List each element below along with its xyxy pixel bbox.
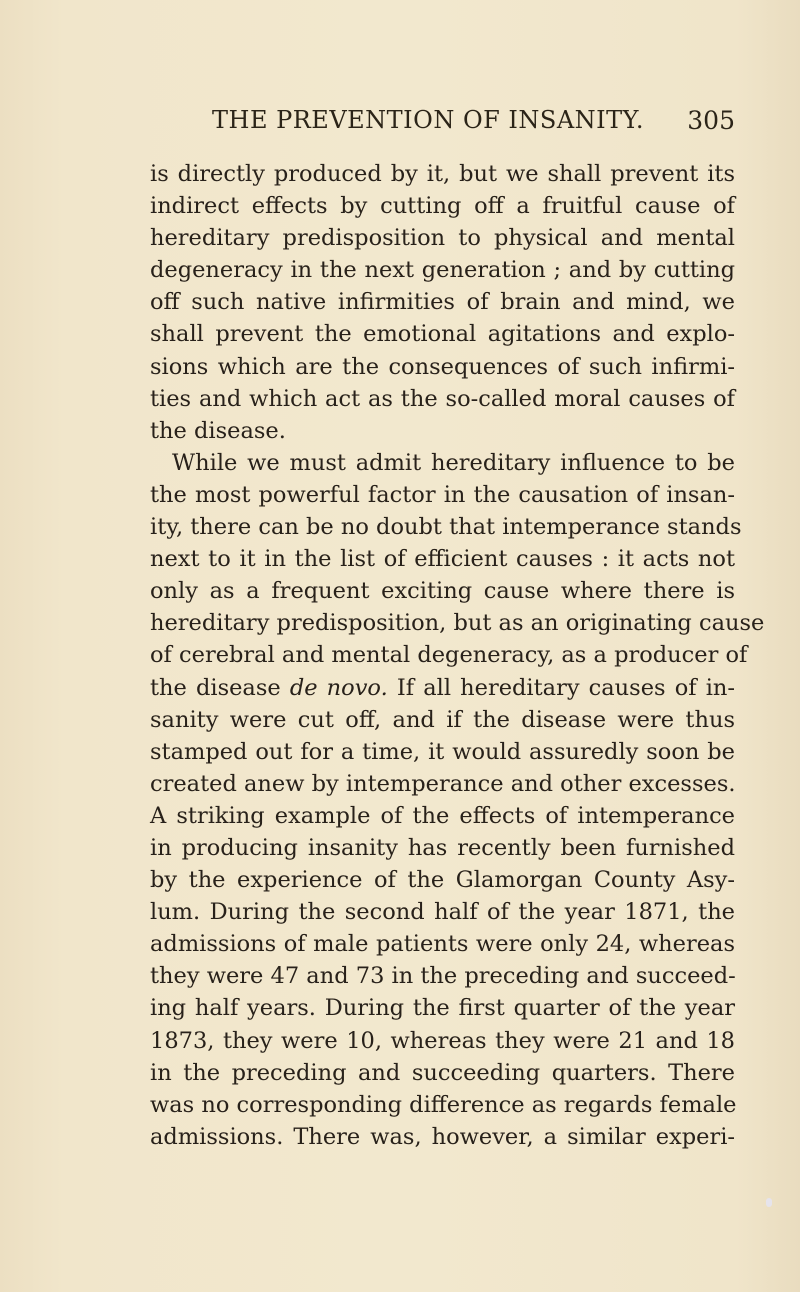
text-line: hereditary predisposition to physical and mental xyxy=(150,225,735,252)
text-line: degeneracy in the next generation ; and by cutting xyxy=(150,257,735,284)
body-text xyxy=(150,158,765,1153)
text-line: ing half years. During the first quarter of the year xyxy=(150,995,735,1022)
text-segment: If all hereditary causes of in- xyxy=(396,674,735,701)
page-header xyxy=(150,106,735,146)
text-line: While we must admit hereditary influence to be xyxy=(172,449,735,476)
text-line: created anew by intemperance and other excesses. xyxy=(150,770,736,797)
text-line: is directly produced by it, but we shall prevent its xyxy=(150,161,735,187)
text-line-mixed xyxy=(150,672,735,704)
text-line: admissions. There was, however, a similar experi- xyxy=(150,1123,735,1150)
paper-speck xyxy=(766,1198,772,1207)
running-title: THE PREVENTION OF INSANITY. xyxy=(212,106,645,134)
text-line: in the preceding and succeeding quarters. There xyxy=(150,1059,735,1086)
text-line: they were 47 and 73 in the preceding and succeed- xyxy=(150,963,736,990)
text-line: was no corresponding difference as regards female xyxy=(150,1091,737,1118)
text-line: stamped out for a time, it would assuredly soon be xyxy=(150,738,735,765)
text-line: shall prevent the emotional agitations and explo- xyxy=(150,321,735,348)
text-line: 1873, they were 10, whereas they were 21 and 18 xyxy=(150,1027,735,1054)
text-line: of cerebral and mental degeneracy, as a producer of xyxy=(150,642,748,669)
text-line: admissions of male patients were only 24, whereas xyxy=(150,931,735,958)
text-line: off such native infirmities of brain and mind, we xyxy=(150,289,735,316)
text-line: indirect effects by cutting off a fruitful cause of xyxy=(150,193,735,220)
text-line: A striking example of the effects of intemperance xyxy=(150,802,735,829)
italic-phrase: de novo. xyxy=(289,674,388,701)
text-line: in producing insanity has recently been furnished xyxy=(150,834,735,861)
text-line: ity, there can be no doubt that intemperance stands xyxy=(150,514,742,541)
text-segment: the disease xyxy=(150,674,281,701)
text-line: only as a frequent exciting cause where there is xyxy=(150,578,735,605)
text-line: ties and which act as the so-called moral causes of xyxy=(150,385,735,412)
text-line: by the experience of the Glamorgan County Asy- xyxy=(150,867,735,894)
text-line: the disease. xyxy=(150,417,286,444)
text-line: the most powerful factor in the causation of insan- xyxy=(150,481,735,508)
page-number: 305 xyxy=(687,106,735,135)
text-line: next to it in the list of efficient causes : it acts not xyxy=(150,546,735,573)
text-line: hereditary predisposition, but as an originating cause xyxy=(150,610,765,637)
text-line: lum. During the second half of the year 1871, the xyxy=(150,899,735,926)
text-line: sanity were cut off, and if the disease were thus xyxy=(150,706,735,733)
text-line: sions which are the consequences of such infirmi- xyxy=(150,353,735,380)
